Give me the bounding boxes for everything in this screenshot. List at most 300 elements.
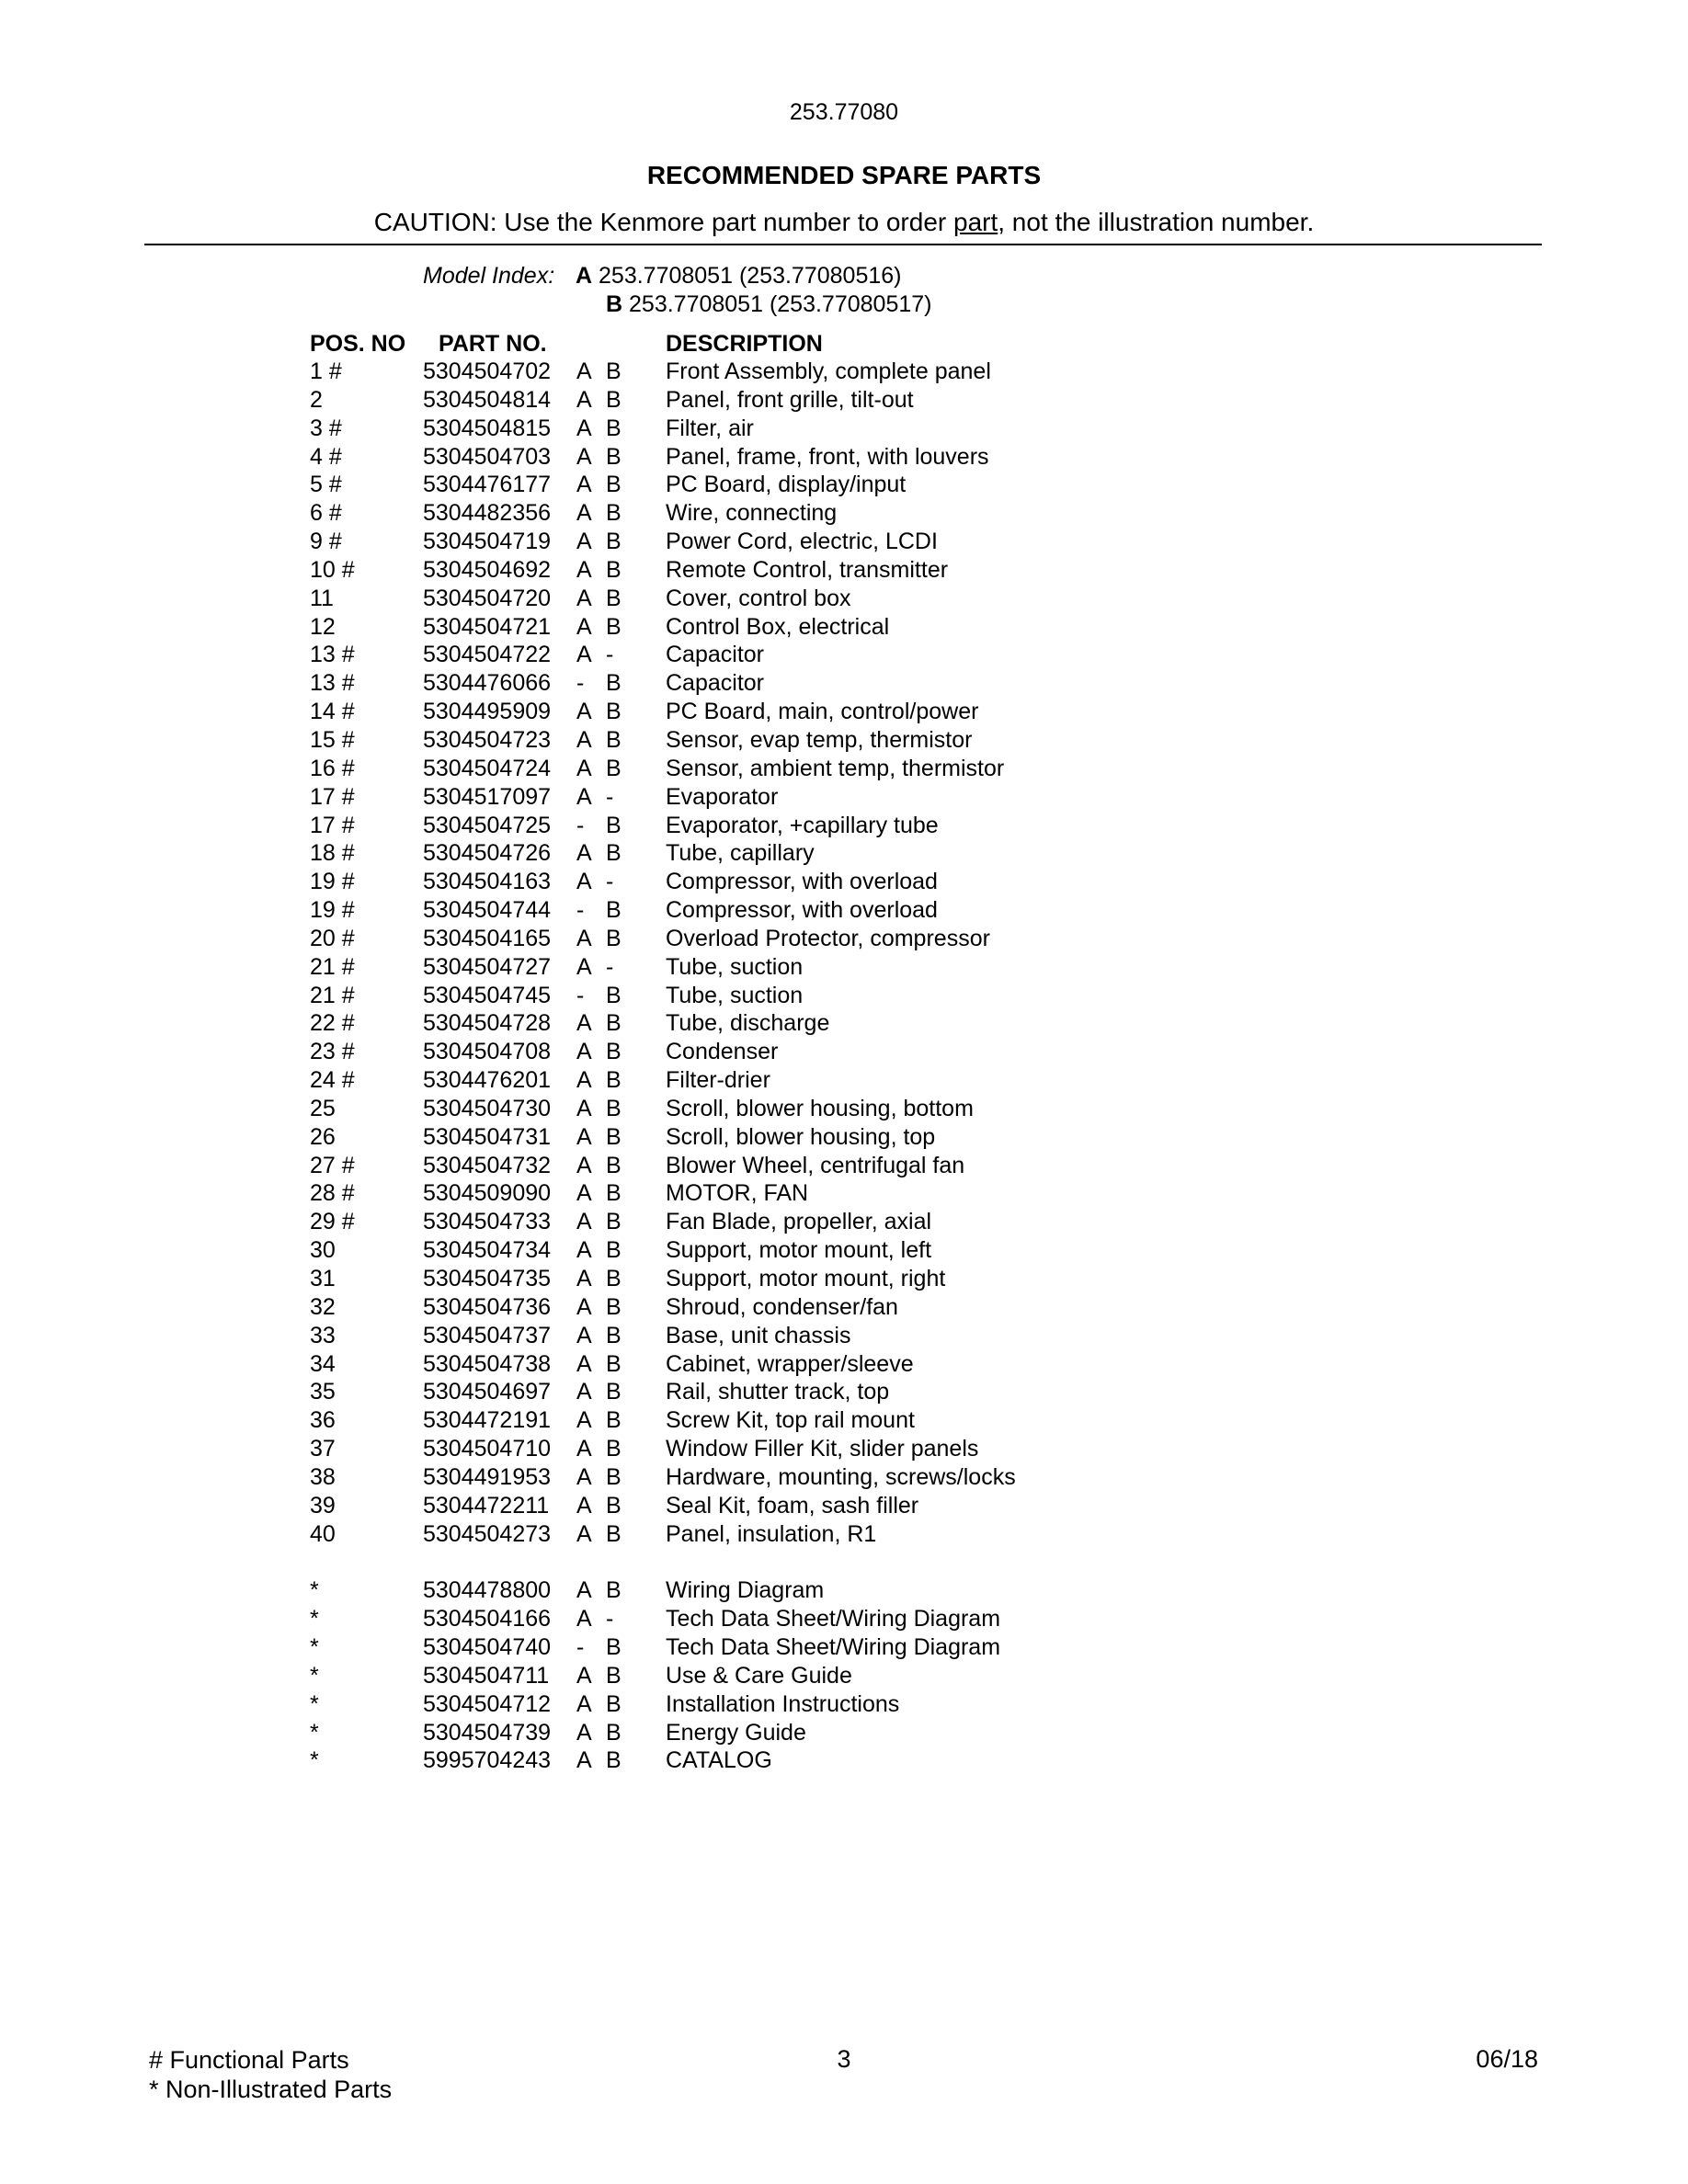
model-b-cell: B <box>606 755 622 781</box>
table-row <box>0 1351 1688 1380</box>
model-b-cell: B <box>606 1152 622 1178</box>
model-b-cell: B <box>606 925 622 951</box>
part-number-cell: 5304504703 <box>423 443 552 470</box>
pos-cell: 31 <box>310 1266 336 1291</box>
part-number-cell: 5304504722 <box>423 642 552 668</box>
model-a-cell: - <box>576 670 585 697</box>
model-a-cell: A <box>576 783 592 810</box>
description-cell: Panel, insulation, R1 <box>666 1520 877 1547</box>
model-b-cell: B <box>606 1237 622 1264</box>
part-number-cell: 5304504727 <box>423 953 552 980</box>
model-b-cell: B <box>606 699 622 725</box>
model-a-cell: A <box>576 1322 592 1348</box>
part-number-cell: 5304472191 <box>423 1407 552 1434</box>
pos-cell: * <box>310 1633 319 1660</box>
model-b-cell: B <box>606 358 622 384</box>
table-row <box>0 472 1688 500</box>
part-number-cell: 5304504273 <box>423 1520 552 1547</box>
description-cell: Filter, air <box>666 415 754 441</box>
pos-cell: 13 # <box>310 670 355 697</box>
description-cell: Compressor, with overload <box>666 897 938 924</box>
pos-cell: * <box>310 1719 319 1746</box>
table-row <box>0 586 1688 614</box>
pos-cell: 22 # <box>310 1010 355 1037</box>
description-cell: Scroll, blower housing, bottom <box>666 1095 974 1121</box>
pos-cell: 32 <box>310 1293 336 1320</box>
legend-non-illustrated: * Non-Illustrated Parts <box>149 2076 393 2103</box>
part-number-cell: 5304517097 <box>423 783 552 810</box>
part-number-cell: 5304504730 <box>423 1095 552 1121</box>
model-a-cell: A <box>576 1463 592 1490</box>
table-row <box>0 1153 1688 1181</box>
table-row <box>0 1634 1688 1663</box>
part-number-cell: 5304504737 <box>423 1322 552 1348</box>
description-cell: Sensor, evap temp, thermistor <box>666 726 973 753</box>
pos-cell: 33 <box>310 1322 336 1348</box>
pos-cell: 14 # <box>310 699 355 725</box>
model-a-cell: - <box>576 897 585 924</box>
model-b-cell: B <box>606 1577 622 1604</box>
pos-cell: 5 # <box>310 472 342 498</box>
table-row <box>0 699 1688 727</box>
description-cell: Tech Data Sheet/Wiring Diagram <box>666 1633 1001 1660</box>
pos-cell: 23 # <box>310 1039 355 1065</box>
description-cell: Sensor, ambient temp, thermistor <box>666 755 1005 781</box>
model-a-cell: A <box>576 386 592 413</box>
description-cell: Panel, frame, front, with louvers <box>666 443 989 470</box>
model-b-cell: B <box>606 1379 622 1405</box>
model-b-cell: B <box>606 1690 622 1717</box>
model-b-cell: B <box>606 812 622 838</box>
part-number-cell: 5304504733 <box>423 1209 552 1235</box>
pos-cell: 30 <box>310 1237 336 1264</box>
description-cell: Seal Kit, foam, sash filler <box>666 1492 919 1519</box>
model-a-text: 253.7708051 (253.77080516) <box>592 263 902 289</box>
part-number-cell: 5304504708 <box>423 1039 552 1065</box>
page-number: 3 <box>837 2045 851 2073</box>
description-cell: Remote Control, transmitter <box>666 556 949 583</box>
table-row <box>0 1096 1688 1124</box>
part-number-cell: 5304504745 <box>423 982 552 1008</box>
description-cell: Use & Care Guide <box>666 1662 852 1689</box>
table-row <box>0 387 1688 415</box>
table-row <box>0 1464 1688 1493</box>
revision-date: 06/18 <box>1476 2045 1538 2073</box>
description-cell: Rail, shutter track, top <box>666 1379 890 1405</box>
pos-cell: 16 # <box>310 755 355 781</box>
table-row <box>0 1663 1688 1691</box>
part-number-cell: 5304504165 <box>423 925 552 951</box>
pos-cell: 36 <box>310 1407 336 1434</box>
model-b-cell: B <box>606 1747 622 1774</box>
model-a-cell: A <box>576 358 592 384</box>
part-number-cell: 5304504163 <box>423 869 552 895</box>
model-b-cell: B <box>606 1039 622 1065</box>
part-number-cell: 5304504735 <box>423 1266 552 1291</box>
part-number-cell: 5304504728 <box>423 1010 552 1037</box>
table-row <box>0 1521 1688 1550</box>
description-cell: Base, unit chassis <box>666 1322 851 1348</box>
model-b-cell: B <box>606 415 622 441</box>
part-number-cell: 5304504723 <box>423 726 552 753</box>
model-b-cell: B <box>606 1633 622 1660</box>
pos-cell: 19 # <box>310 869 355 895</box>
description-cell: Installation Instructions <box>666 1690 900 1717</box>
pos-cell: * <box>310 1690 319 1717</box>
caution-note <box>0 208 1688 237</box>
pos-cell: 2 <box>310 386 323 413</box>
model-a-cell: A <box>576 1067 592 1094</box>
table-row <box>0 1010 1688 1039</box>
model-a-cell: A <box>576 726 592 753</box>
model-a-cell: A <box>576 755 592 781</box>
pos-cell: 25 <box>310 1095 336 1121</box>
part-number-cell: 5304504731 <box>423 1123 552 1150</box>
model-b-cell: B <box>606 1322 622 1348</box>
model-a-cell: A <box>576 1293 592 1320</box>
table-row <box>0 1237 1688 1266</box>
pos-cell: 21 # <box>310 953 355 980</box>
description-cell: Control Box, electrical <box>666 613 890 640</box>
table-row <box>0 642 1688 670</box>
description-cell: Blower Wheel, centrifugal fan <box>666 1152 965 1178</box>
part-number-cell: 5304504744 <box>423 897 552 924</box>
part-number-cell: 5304504166 <box>423 1606 552 1632</box>
part-number-cell: 5304504721 <box>423 613 552 640</box>
pos-cell: 13 # <box>310 642 355 668</box>
description-cell: Power Cord, electric, LCDI <box>666 529 938 555</box>
table-row <box>0 1294 1688 1323</box>
model-a-cell: A <box>576 1577 592 1604</box>
table-row <box>0 358 1688 387</box>
table-row <box>0 727 1688 756</box>
description-cell: Front Assembly, complete panel <box>666 358 991 384</box>
model-b-cell: B <box>606 556 622 583</box>
model-b-cell: B <box>606 982 622 1008</box>
pos-cell: 15 # <box>310 726 355 753</box>
part-number-cell: 5304504724 <box>423 755 552 781</box>
model-b-letter: B <box>606 291 623 317</box>
description-cell: Tech Data Sheet/Wiring Diagram <box>666 1606 1001 1632</box>
description-cell: Tube, suction <box>666 953 804 980</box>
pos-cell: 28 # <box>310 1180 355 1207</box>
part-number-cell: 5304504697 <box>423 1379 552 1405</box>
model-a-cell: A <box>576 1039 592 1065</box>
part-number-cell: 5304504814 <box>423 386 552 413</box>
caution-prefix: CAUTION: Use the Kenmore part number to order <box>373 208 953 236</box>
model-b-cell: B <box>606 472 622 498</box>
description-cell: Energy Guide <box>666 1719 806 1746</box>
model-a-cell: - <box>576 982 585 1008</box>
table-row <box>0 1039 1688 1067</box>
pos-cell: 20 # <box>310 925 355 951</box>
pos-cell: 39 <box>310 1492 336 1519</box>
table-row <box>0 983 1688 1011</box>
model-number: 253.77080 <box>789 99 899 125</box>
model-b-cell: B <box>606 500 622 527</box>
table-row <box>0 1266 1688 1294</box>
table-row <box>0 897 1688 926</box>
model-a-cell: A <box>576 1379 592 1405</box>
table-row <box>0 926 1688 954</box>
model-a-cell: - <box>576 812 585 838</box>
caution-underlined: part <box>953 208 998 236</box>
part-number-cell: 5304504734 <box>423 1237 552 1264</box>
pos-cell: 21 # <box>310 982 355 1008</box>
model-a-cell: A <box>576 1095 592 1121</box>
model-b-cell: B <box>606 1180 622 1207</box>
pos-cell: 1 # <box>310 358 342 384</box>
part-number-cell: 5304504726 <box>423 840 552 867</box>
part-number-cell: 5304472211 <box>423 1492 550 1519</box>
model-b-cell: B <box>606 1095 622 1121</box>
description-cell: Capacitor <box>666 642 764 668</box>
part-number-cell: 5304504815 <box>423 415 552 441</box>
model-a-cell: A <box>576 556 592 583</box>
pos-cell: 4 # <box>310 443 342 470</box>
table-row <box>0 1606 1688 1634</box>
pos-cell: * <box>310 1577 319 1604</box>
table-row <box>0 500 1688 529</box>
pos-cell: 29 # <box>310 1209 355 1235</box>
model-b-cell: B <box>606 897 622 924</box>
description-cell: Evaporator, +capillary tube <box>666 812 939 838</box>
table-row <box>0 415 1688 444</box>
part-number-cell: 5304504732 <box>423 1152 552 1178</box>
pos-cell: 12 <box>310 613 336 640</box>
table-row <box>0 813 1688 841</box>
table-row <box>0 557 1688 586</box>
part-number-cell: 5304478800 <box>423 1577 552 1604</box>
model-b-cell: B <box>606 1293 622 1320</box>
description-cell: Wire, connecting <box>666 500 838 527</box>
model-a-cell: A <box>576 1123 592 1150</box>
model-a-cell: A <box>576 1747 592 1774</box>
model-a-cell: A <box>576 1266 592 1291</box>
description-cell: PC Board, main, control/power <box>666 699 979 725</box>
table-row <box>0 529 1688 557</box>
part-number-cell: 5304504739 <box>423 1719 552 1746</box>
part-number-cell: 5304476066 <box>423 670 552 697</box>
pos-cell: 27 # <box>310 1152 355 1178</box>
model-b-cell: - <box>606 1606 614 1632</box>
model-index-label: Model Index: <box>423 263 555 289</box>
table-row <box>0 1691 1688 1720</box>
part-number-cell: 5304504736 <box>423 1293 552 1320</box>
model-b-cell: B <box>606 1520 622 1547</box>
caution-suffix: , not the illustration number. <box>998 208 1315 236</box>
table-row <box>0 756 1688 784</box>
description-cell: Overload Protector, compressor <box>666 925 990 951</box>
model-a-cell: A <box>576 443 592 470</box>
model-a-cell: A <box>576 1010 592 1037</box>
model-b-line <box>606 291 931 318</box>
part-number-cell: 5304504725 <box>423 812 552 838</box>
model-b-cell: B <box>606 1010 622 1037</box>
pos-cell: 3 # <box>310 415 342 441</box>
part-number-cell: 5304482356 <box>423 500 552 527</box>
section-spacer <box>0 1549 1688 1577</box>
pos-cell: 26 <box>310 1123 336 1150</box>
table-row <box>0 614 1688 643</box>
description-cell: Wiring Diagram <box>666 1577 825 1604</box>
part-number-cell: 5304504738 <box>423 1350 552 1377</box>
model-b-cell: B <box>606 613 622 640</box>
description-cell: Tube, suction <box>666 982 804 1008</box>
part-number-cell: 5995704243 <box>423 1747 552 1774</box>
description-cell: Support, motor mount, left <box>666 1237 932 1264</box>
model-b-cell: B <box>606 1350 622 1377</box>
part-number-cell: 5304504720 <box>423 585 552 611</box>
model-a-cell: A <box>576 1690 592 1717</box>
model-a-cell: A <box>576 472 592 498</box>
header-divider <box>144 244 1542 245</box>
model-b-cell: B <box>606 1492 622 1519</box>
model-a-cell: A <box>576 1436 592 1462</box>
model-a-cell: A <box>576 1492 592 1519</box>
model-b-cell: B <box>606 670 622 697</box>
model-a-cell: A <box>576 415 592 441</box>
description-cell: Tube, discharge <box>666 1010 830 1037</box>
model-b-cell: B <box>606 1067 622 1094</box>
pos-cell: 17 # <box>310 812 355 838</box>
part-number-cell: 5304504710 <box>423 1436 552 1462</box>
column-header-part: PART NO. <box>439 331 547 357</box>
model-b-cell: B <box>606 1463 622 1490</box>
table-row <box>0 1323 1688 1351</box>
part-number-cell: 5304495909 <box>423 699 552 725</box>
description-cell: MOTOR, FAN <box>666 1180 809 1207</box>
model-b-cell: B <box>606 1662 622 1689</box>
pos-cell: 34 <box>310 1350 336 1377</box>
model-a-cell: - <box>576 1633 585 1660</box>
pos-cell: 17 # <box>310 783 355 810</box>
model-a-cell: A <box>576 642 592 668</box>
table-row <box>0 1493 1688 1521</box>
page-title: RECOMMENDED SPARE PARTS <box>646 161 1042 189</box>
model-a-cell: A <box>576 585 592 611</box>
model-a-line <box>576 263 901 290</box>
table-row <box>0 1720 1688 1748</box>
model-b-cell: - <box>606 953 614 980</box>
table-row <box>0 1407 1688 1436</box>
parts-list <box>0 358 1688 1776</box>
description-cell: Cabinet, wrapper/sleeve <box>666 1350 914 1377</box>
pos-cell: 9 # <box>310 529 342 555</box>
pos-cell: * <box>310 1606 319 1632</box>
model-a-letter: A <box>576 263 593 289</box>
description-cell: Scroll, blower housing, top <box>666 1123 936 1150</box>
column-header-pos: POS. NO <box>310 331 406 357</box>
part-number-cell: 5304504712 <box>423 1690 552 1717</box>
description-cell: Screw Kit, top rail mount <box>666 1407 915 1434</box>
pos-cell: * <box>310 1747 319 1774</box>
model-b-cell: B <box>606 1209 622 1235</box>
model-a-cell: A <box>576 1152 592 1178</box>
description-cell: Support, motor mount, right <box>666 1266 946 1291</box>
description-cell: Cover, control box <box>666 585 851 611</box>
table-row <box>0 1209 1688 1237</box>
description-cell: Tube, capillary <box>666 840 815 867</box>
model-b-cell: B <box>606 840 622 867</box>
description-cell: Panel, front grille, tilt-out <box>666 386 914 413</box>
pos-cell: 24 # <box>310 1067 355 1094</box>
model-b-cell: B <box>606 585 622 611</box>
table-row <box>0 1747 1688 1776</box>
pos-cell: 18 # <box>310 840 355 867</box>
table-row <box>0 784 1688 813</box>
pos-cell: 6 # <box>310 500 342 527</box>
model-a-cell: A <box>576 1606 592 1632</box>
model-a-cell: A <box>576 613 592 640</box>
description-cell: Condenser <box>666 1039 779 1065</box>
model-a-cell: A <box>576 1520 592 1547</box>
description-cell: Fan Blade, propeller, axial <box>666 1209 932 1235</box>
model-a-cell: A <box>576 840 592 867</box>
part-number-cell: 5304504702 <box>423 358 552 384</box>
model-b-cell: B <box>606 529 622 555</box>
model-a-cell: A <box>576 500 592 527</box>
model-a-cell: A <box>576 1407 592 1434</box>
model-a-cell: A <box>576 1350 592 1377</box>
part-number-cell: 5304504740 <box>423 1633 552 1660</box>
table-row <box>0 1577 1688 1606</box>
description-cell: Evaporator <box>666 783 779 810</box>
pos-cell: * <box>310 1662 319 1689</box>
model-b-cell: - <box>606 869 614 895</box>
table-row <box>0 1180 1688 1209</box>
description-cell: Compressor, with overload <box>666 869 938 895</box>
table-row <box>0 869 1688 897</box>
description-cell: Capacitor <box>666 670 764 697</box>
model-b-cell: B <box>606 726 622 753</box>
model-a-cell: A <box>576 925 592 951</box>
table-row <box>0 1379 1688 1407</box>
table-row <box>0 1436 1688 1464</box>
model-a-cell: A <box>576 529 592 555</box>
description-cell: Shroud, condenser/fan <box>666 1293 898 1320</box>
model-b-cell: B <box>606 1719 622 1746</box>
table-row <box>0 670 1688 699</box>
model-b-text: 253.7708051 (253.77080517) <box>622 291 932 317</box>
pos-cell: 11 <box>310 585 334 611</box>
model-a-cell: A <box>576 869 592 895</box>
pos-cell: 19 # <box>310 897 355 924</box>
model-b-cell: B <box>606 386 622 413</box>
description-cell: Filter-drier <box>666 1067 770 1094</box>
part-number-cell: 5304476177 <box>423 472 552 498</box>
part-number-cell: 5304504719 <box>423 529 552 555</box>
model-b-cell: B <box>606 1436 622 1462</box>
model-a-cell: A <box>576 699 592 725</box>
table-row <box>0 444 1688 472</box>
pos-cell: 38 <box>310 1463 336 1490</box>
description-cell: PC Board, display/input <box>666 472 907 498</box>
table-row <box>0 1067 1688 1096</box>
part-number-cell: 5304504692 <box>423 556 552 583</box>
model-a-cell: A <box>576 1180 592 1207</box>
model-a-cell: A <box>576 1209 592 1235</box>
table-row <box>0 840 1688 869</box>
model-a-cell: A <box>576 1719 592 1746</box>
part-number-cell: 5304491953 <box>423 1463 552 1490</box>
pos-cell: 10 # <box>310 556 355 583</box>
column-header-description: DESCRIPTION <box>666 331 823 357</box>
pos-cell: 40 <box>310 1520 336 1547</box>
description-cell: Hardware, mounting, screws/locks <box>666 1463 1016 1490</box>
model-b-cell: - <box>606 642 614 668</box>
model-a-cell: A <box>576 953 592 980</box>
